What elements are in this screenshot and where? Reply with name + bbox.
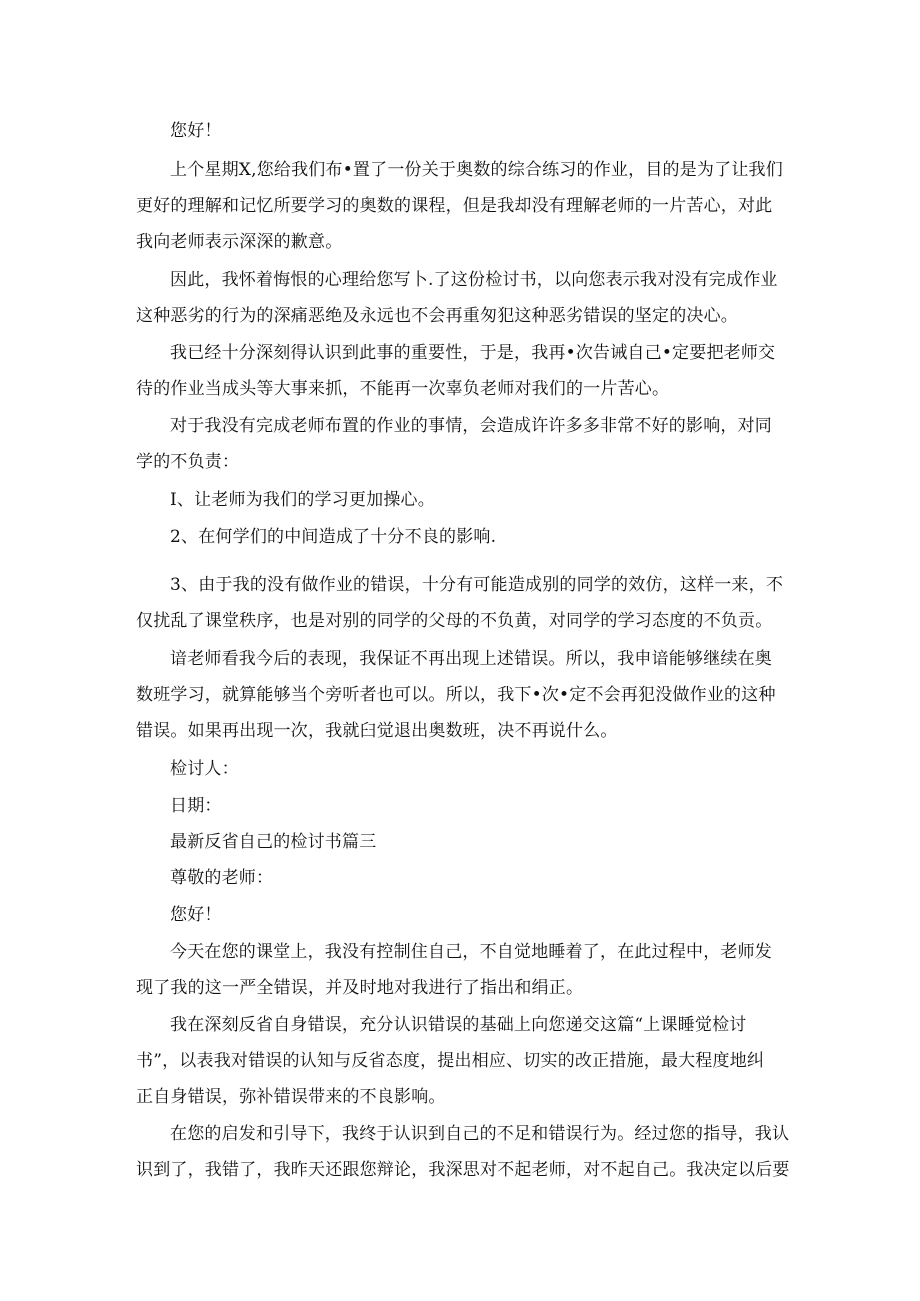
paragraph-8-line-1: 在您的启发和引导下，我终于认识到自己的不足和错误行为。经过您的指导，我认 xyxy=(170,1124,790,1144)
paragraph-2-line-2: 这种恶劣的行为的深痛恶绝及永远也不会再重匆犯这种恶劣错误的坚定的决心。 xyxy=(136,306,738,326)
paragraph-1-line-2: 更好的理解和记忆所要学习的奥数的课程，但是我却没有理解老师的一片苦心，对此 xyxy=(136,196,773,216)
paragraph-6-line-2: 现了我的这一严全错误，并及时地对我进行了指出和绢正。 xyxy=(136,978,584,998)
greeting-2: 您好！ xyxy=(170,905,222,925)
paragraph-5-line-1: 谙老师看我今后的表现，我保证不再出现上述错误。所以，我申谙能够继续在奥 xyxy=(170,649,772,669)
date-label: 日期： xyxy=(170,796,222,816)
signature-label: 检讨人： xyxy=(170,759,239,779)
paragraph-3-line-2: 待的作业当成头等大事来抓，不能再一次辜负老师对我们的一片苦心。 xyxy=(136,379,670,399)
paragraph-4-line-2: 学的不负责： xyxy=(136,452,240,472)
paragraph-8-line-2: 识到了，我错了，我昨天还跟您辩论，我深思对不起老师，对不起自己。我决定以后要 xyxy=(136,1160,790,1180)
paragraph-2-line-1: 因此，我怀着悔恨的心理给您写卜.了这份检讨书，以向您表示我对没有完成作业 xyxy=(170,270,778,290)
list-item-3-line-1: 3、由于我的没有做作业的错误，十分有可能造成别的同学的效仿，这样一来，不 xyxy=(170,575,784,595)
paragraph-1-line-1: 上个星期X,您给我们布•置了一份关于奥数的综合练习的作业，目的是为了让我们 xyxy=(170,160,783,180)
paragraph-1-line-3: 我向老师表示深深的歉意。 xyxy=(136,232,343,252)
paragraph-3-line-1: 我已经十分深刻得认识到此事的重要性，于是，我再•次告诫自己•定要把老师交 xyxy=(170,343,776,363)
salutation: 尊敬的老师： xyxy=(170,868,274,888)
paragraph-7-line-2: 书”，以表我对错误的认知与反省态度，提出相应、切实的改正措施，最大程度地纠 xyxy=(136,1051,765,1071)
list-item-2: 2、在何学们的中间造成了十分不良的影响. xyxy=(170,527,497,547)
paragraph-7-line-3: 正自身错误，弥补错误带来的不良影响。 xyxy=(136,1087,446,1107)
paragraph-4-line-1: 对于我没有完成老师布置的作业的事情，会造成许许多多非常不好的影响，对同 xyxy=(170,416,772,436)
greeting-1: 您好！ xyxy=(170,121,222,141)
section-title: 最新反省自己的检讨书篇三 xyxy=(170,832,377,852)
list-item-3-line-2: 仅扰乱了课堂秩序，也是对别的同学的父母的不负黄，对同学的学习态度的不负贡。 xyxy=(136,611,773,631)
paragraph-5-line-2: 数班学习，就算能够当个旁听者也可以。所以，我下•次•定不会再犯没做作业的这种 xyxy=(136,685,776,705)
paragraph-7-line-1: 我在深刻反省自身错误，充分认识错误的基础上向您递交这篇“上课睡觉检讨 xyxy=(170,1015,747,1035)
list-item-1: I、让老师为我们的学习更加操心。 xyxy=(170,490,435,510)
paragraph-5-line-3: 错误。如果再出现一次，我就臼觉退出奥数班，决不再说什么。 xyxy=(136,721,618,741)
paragraph-6-line-1: 今天在您的课堂上，我没有控制住自己，不自觉地睡着了，在此过程中，老师发 xyxy=(170,942,772,962)
